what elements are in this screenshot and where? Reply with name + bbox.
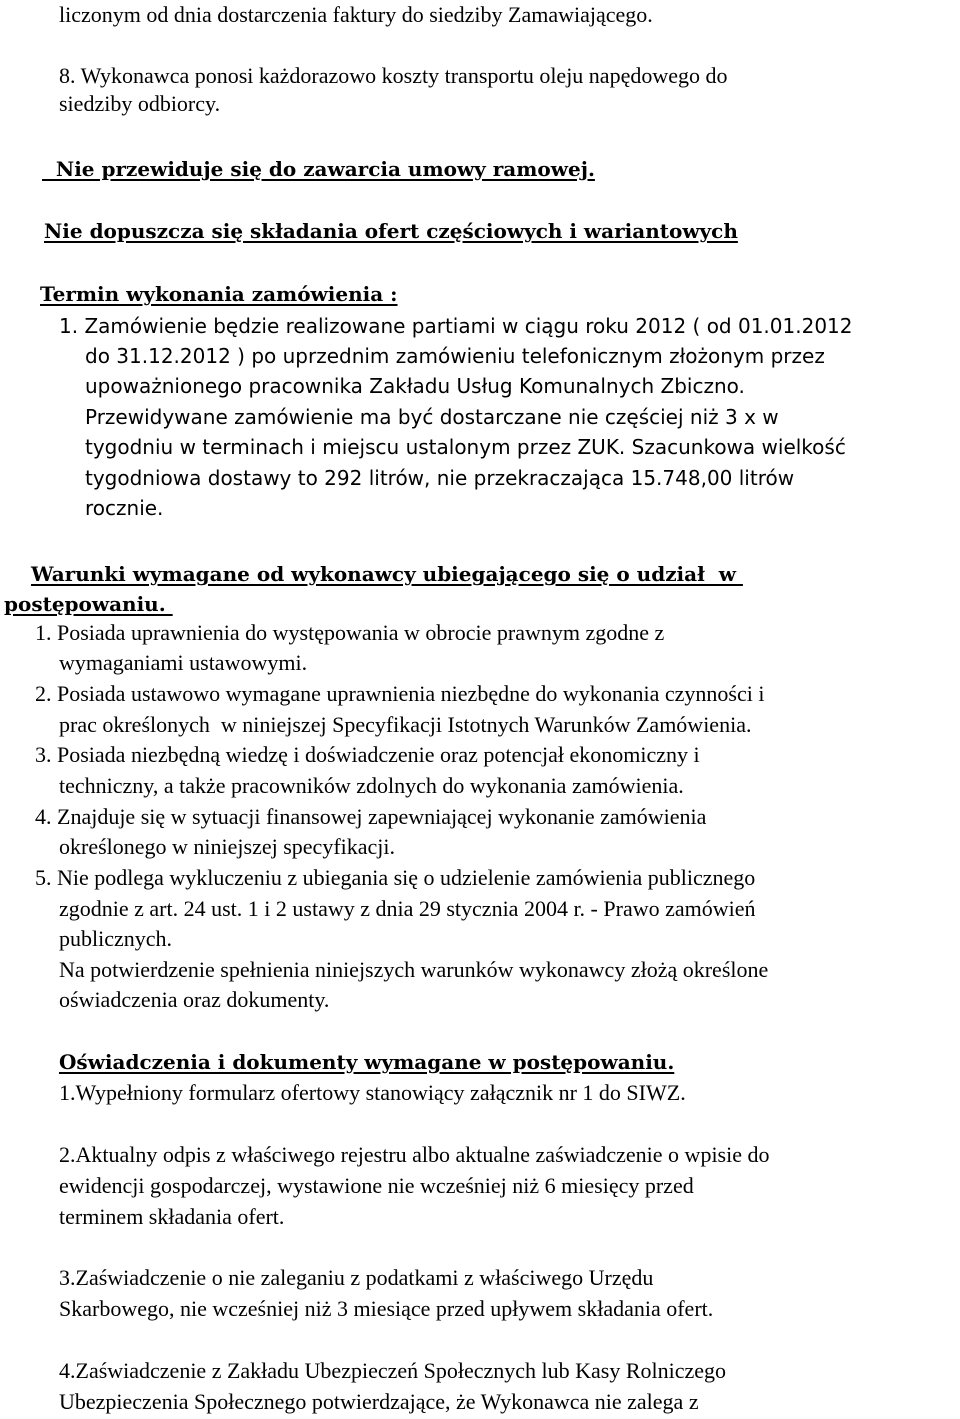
text-line: zgodnie z art. 24 ust. 1 i 2 ustawy z dnia 29 stycznia 2004 r. - Prawo zamówień (59, 896, 756, 921)
list-item: 1.Wypełniony formularz ofertowy stanowiący załącznik nr 1 do SIWZ. (59, 1080, 686, 1105)
heading-partial-offers: Nie dopuszcza się składania ofert częściowych i wariantowych (44, 219, 738, 243)
text-line: ewidencji gospodarczej, wystawione nie wcześniej niż 6 miesięcy przed (59, 1173, 694, 1198)
heading-framework-agreement: Nie przewiduje się do zawarcia umowy ramowej. (42, 157, 595, 181)
list-item: 5. Nie podlega wykluczeniu z ubiegania się o udzielenie zamówienia publicznego (35, 865, 756, 890)
text-line: prac określonych w niniejszej Specyfikacji Istotnych Warunków Zamówienia. (59, 712, 752, 737)
text-line: tygodniu w terminach i miejscu ustalonym przez ZUK. Szacunkowa wielkość (85, 435, 846, 459)
text-line: określonego w niniejszej specyfikacji. (59, 834, 396, 859)
text-line: 8. Wykonawca ponosi każdorazowo koszty transportu oleju napędowego do (59, 63, 728, 88)
list-item: 3.Zaświadczenie o nie zaleganiu z podatkami z właściwego Urzędu (59, 1265, 654, 1290)
text-line: do 31.12.2012 ) po uprzednim zamówieniu telefonicznym złożonym przez (85, 344, 825, 368)
text-line: publicznych. (59, 926, 173, 951)
list-item: 2.Aktualny odpis z właściwego rejestru albo aktualne zaświadczenie o wpisie do (59, 1142, 770, 1167)
list-item: 4.Zaświadczenie z Zakładu Ubezpieczeń Społecznych lub Kasy Rolniczego (59, 1358, 727, 1383)
text-line: techniczny, a także pracowników zdolnych do wykonania zamówienia. (59, 773, 684, 798)
list-item: 4. Znajduje się w sytuacji finansowej zapewniającej wykonanie zamówienia (35, 804, 707, 829)
text-line: Przewidywane zamówienie ma być dostarczane nie częściej niż 3 x w (85, 405, 779, 429)
heading-conditions-cont: postępowaniu. (4, 592, 173, 616)
text-line: upoważnionego pracownika Zakładu Usług Komunalnych Zbiczno. (85, 374, 745, 398)
list-item: 3. Posiada niezbędną wiedzę i doświadczenie oraz potencjał ekonomiczny i (35, 742, 700, 767)
text-line: terminem składania ofert. (59, 1204, 285, 1229)
list-item: 2. Posiada ustawowo wymagane uprawnienia niezbędne do wykonania czynności i (35, 681, 765, 706)
text-line: tygodniowa dostawy to 292 litrów, nie przekraczająca 15.748,00 litrów (85, 466, 795, 490)
text-line: Ubezpieczenia Społecznego potwierdzające, że Wykonawca nie zalega z (59, 1389, 699, 1414)
heading-completion-date: Termin wykonania zamówienia : (40, 282, 398, 306)
text-line: siedziby odbiorcy. (59, 91, 221, 116)
heading-documents: Oświadczenia i dokumenty wymagane w postępowaniu. (59, 1050, 675, 1074)
list-item: 1. Posiada uprawnienia do występowania w obrocie prawnym zgodne z (35, 620, 665, 645)
text-line: Na potwierdzenie spełnienia niniejszych warunków wykonawcy złożą określone (59, 957, 769, 982)
heading-conditions: Warunki wymagane od wykonawcy ubiegającego się o udział w (31, 562, 743, 586)
text-line: oświadczenia oraz dokumenty. (59, 987, 330, 1012)
text-line: liczonym od dnia dostarczenia faktury do siedziby Zamawiającego. (59, 2, 653, 27)
text-line: rocznie. (85, 496, 164, 520)
text-line: Skarbowego, nie wcześniej niż 3 miesiące przed upływem składania ofert. (59, 1296, 714, 1321)
text-line: 1. Zamówienie będzie realizowane partiami w ciągu roku 2012 ( od 01.01.2012 (59, 314, 853, 338)
text-line: wymaganiami ustawowymi. (59, 650, 308, 675)
